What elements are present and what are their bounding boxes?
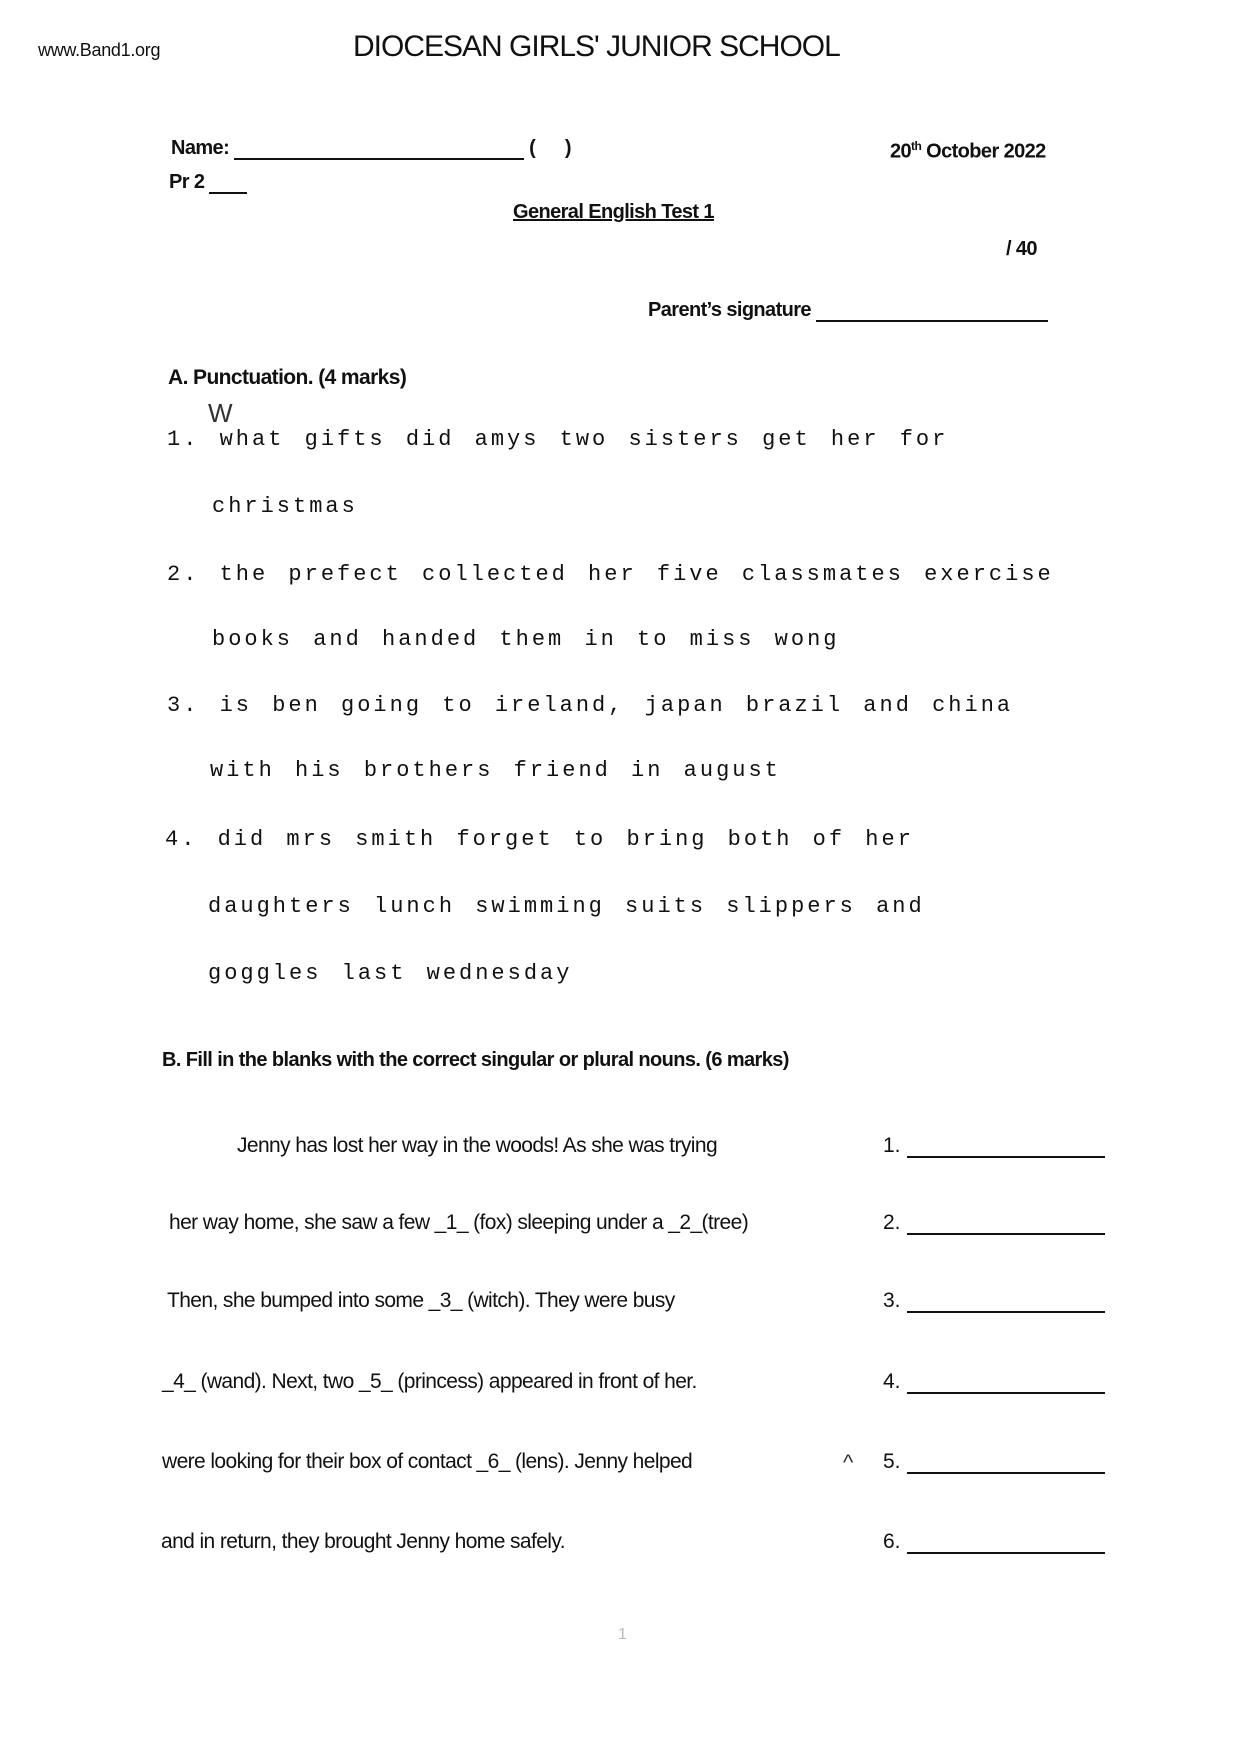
answer-number: 6.: [883, 1530, 901, 1553]
passage-line: _4_ (wand). Next, two _5_ (princess) appeared in front of her.: [162, 1370, 697, 1393]
section-b-heading: B. Fill in the blanks with the correct singular or plural nouns. (6 marks): [162, 1049, 789, 1071]
answer-field-4[interactable]: [883, 1370, 1105, 1394]
section-a-heading: A. Punctuation. (4 marks): [168, 366, 407, 389]
name-label: Name:: [171, 137, 230, 159]
class-line[interactable]: [209, 192, 247, 194]
punctuation-line: christmas: [212, 494, 358, 519]
answer-line[interactable]: [907, 1311, 1105, 1313]
punctuation-line: [167, 562, 1054, 587]
date-day: 20: [890, 140, 912, 163]
punctuation-line: [167, 693, 1013, 718]
question-text: is ben going to ireland, japan brazil and china: [219, 693, 1014, 718]
punctuation-line: daughters lunch swimming suits slippers and: [208, 894, 925, 919]
parent-signature-field[interactable]: [648, 299, 1048, 322]
question-text: did mrs smith forget to bring both of her: [217, 827, 914, 852]
answer-line[interactable]: [907, 1233, 1105, 1235]
answer-line[interactable]: [907, 1472, 1105, 1474]
passage-line: her way home, she saw a few _1_ (fox) sleeping under a _2_(tree): [169, 1211, 749, 1234]
name-field[interactable]: [171, 137, 571, 160]
question-number: 4.: [165, 827, 198, 852]
answer-number: 1.: [883, 1134, 901, 1157]
question-number: 1.: [167, 427, 200, 452]
passage-line: were looking for their box of contact _6_ (lens). Jenny helped: [162, 1450, 693, 1473]
answer-field-1[interactable]: [883, 1134, 1105, 1158]
answer-line[interactable]: [907, 1392, 1105, 1394]
answer-number: 2.: [883, 1211, 901, 1234]
website-watermark: www.Band1.org: [38, 40, 161, 60]
name-line[interactable]: [234, 158, 524, 160]
date-suffix: th: [911, 139, 922, 153]
punctuation-line: with his brothers friend in august: [210, 758, 781, 783]
question-text: what gifts did amys two sisters get her for: [219, 427, 949, 452]
question-text: the prefect collected her five classmates exercise: [219, 562, 1054, 587]
answer-field-2[interactable]: [883, 1211, 1105, 1235]
school-name: DIOCESAN GIRLS' JUNIOR SCHOOL: [353, 30, 840, 63]
handwritten-correction: W: [208, 398, 233, 428]
test-title: General English Test 1: [513, 201, 714, 223]
class-label: Pr 2: [169, 171, 205, 193]
answer-line[interactable]: [907, 1156, 1105, 1158]
date-rest: October 2022: [921, 140, 1046, 163]
punctuation-line: goggles last wednesday: [208, 961, 573, 986]
signature-line[interactable]: [816, 320, 1048, 322]
class-field[interactable]: [169, 171, 247, 194]
page-number: 1: [618, 1626, 627, 1643]
answer-line[interactable]: [907, 1552, 1105, 1554]
answer-field-6[interactable]: [883, 1530, 1105, 1554]
question-number: 3.: [167, 693, 200, 718]
total-marks: / 40: [1006, 238, 1037, 260]
answer-number: 5.: [883, 1450, 901, 1473]
question-number: 2.: [167, 562, 200, 587]
signature-label: Parent’s signature: [648, 299, 811, 321]
handwritten-caret: ^: [843, 1450, 854, 1475]
answer-field-3[interactable]: [883, 1289, 1105, 1313]
test-date: [890, 139, 1046, 164]
punctuation-line: [167, 427, 948, 452]
punctuation-line: books and handed them in to miss wong: [212, 627, 840, 652]
class-number-brackets: ( ): [529, 137, 571, 159]
punctuation-line: [165, 827, 914, 852]
answer-field-5[interactable]: [883, 1450, 1105, 1474]
answer-number: 3.: [883, 1289, 901, 1312]
passage-line: and in return, they brought Jenny home safely.: [161, 1530, 565, 1553]
passage-line: Jenny has lost her way in the woods! As she was trying: [237, 1134, 718, 1157]
passage-line: Then, she bumped into some _3_ (witch). They were busy: [167, 1289, 675, 1312]
answer-number: 4.: [883, 1370, 901, 1393]
